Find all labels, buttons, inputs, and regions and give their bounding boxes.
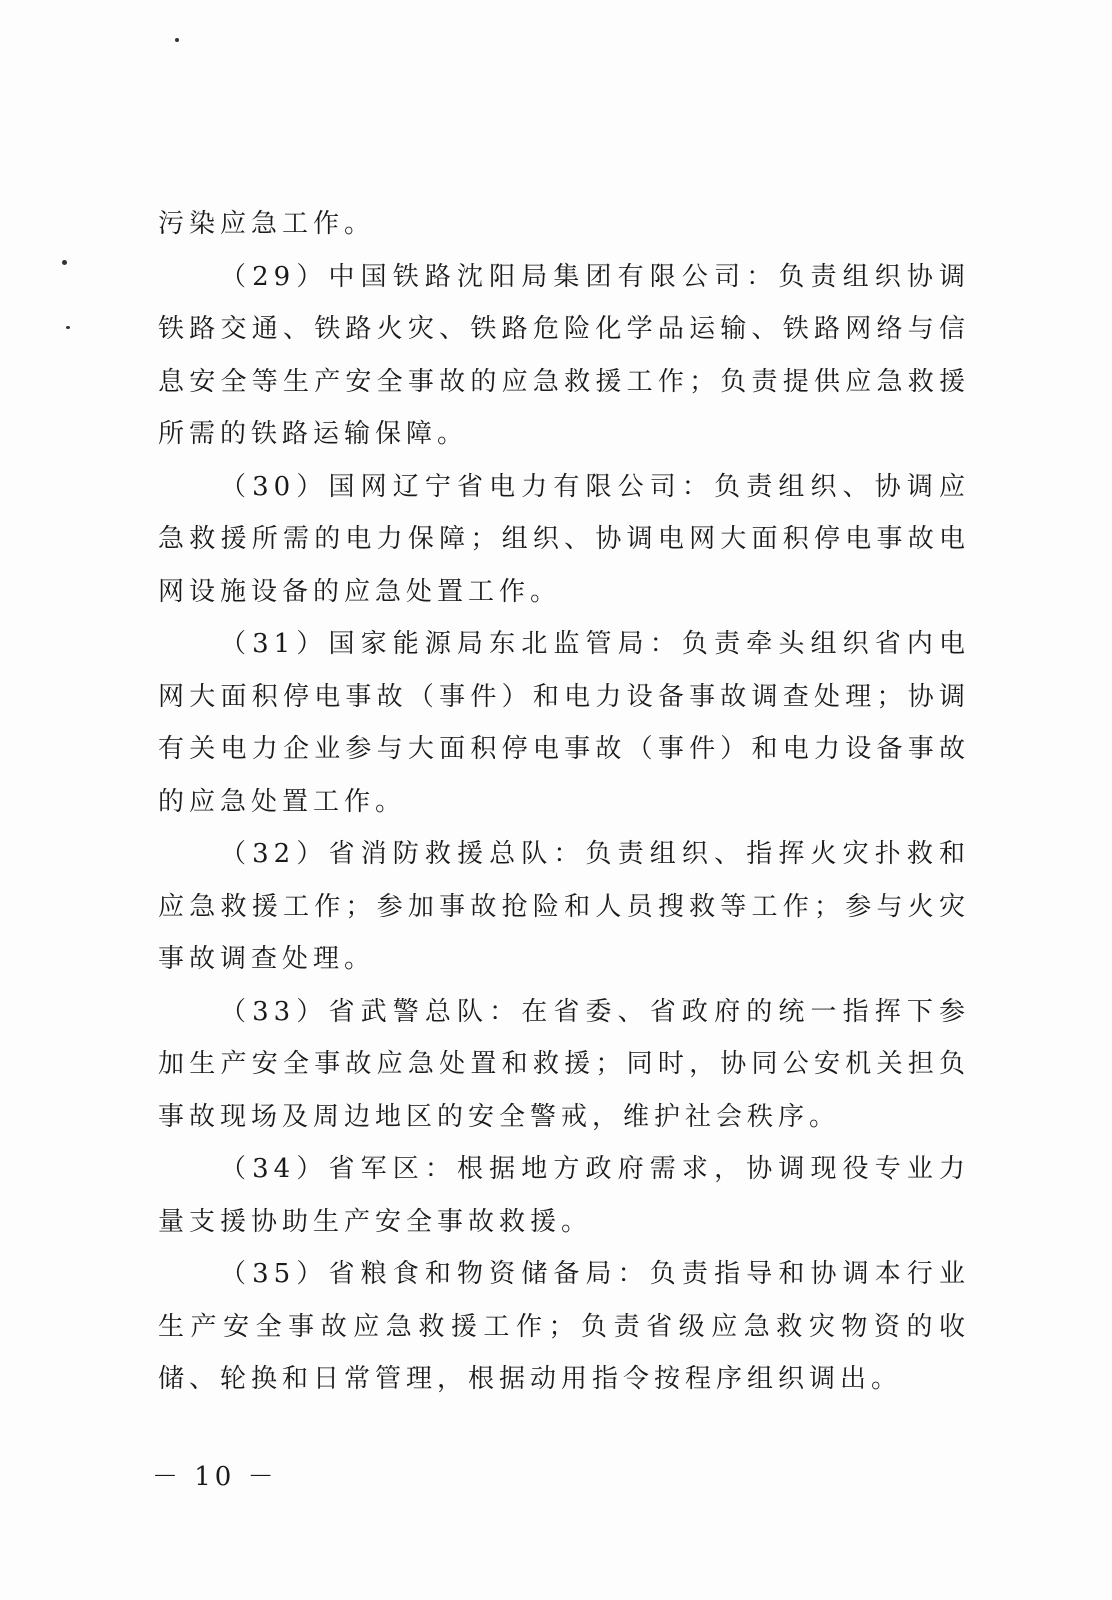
paragraph-item-32: （32）省消防救援总队：负责组织、指挥火灾扑救和应急救援工作；参加事故抢险和人员搜救等工作；参与火灾事故调查处理。 (158, 839, 970, 974)
paragraph-continuation: 污染应急工作。 (158, 209, 376, 239)
paragraph-item-31: （31）国家能源局东北监管局：负责牵头组织省内电网大面积停电事故（事件）和电力设备事故调查处理；协调有关电力企业参与大面积停电事故（事件）和电力设备事故的应急处置工作。 (158, 629, 970, 817)
scan-speck (175, 38, 179, 42)
paragraph-item-35: （35）省粮食和物资储备局：负责指导和协调本行业生产安全事故应急救援工作；负责省级应急救灾物资的收储、轮换和日常管理，根据动用指令按程序组织调出。 (158, 1259, 970, 1394)
scan-speck (66, 326, 70, 329)
paragraph-item-34: （34）省军区：根据地方政府需求，协调现役专业力量支援协助生产安全事故救援。 (158, 1154, 970, 1237)
paragraph-item-33: （33）省武警总队：在省委、省政府的统一指挥下参加生产安全事故应急处置和救援；同时，协同公安机关担负事故现场及周边地区的安全警戒，维护社会秩序。 (158, 996, 970, 1132)
paragraph-item-29: （29）中国铁路沈阳局集团有限公司：负责组织协调铁路交通、铁路火灾、铁路危险化学品运输、铁路网络与信息安全等生产安全事故的应急救援工作；负责提供应急救援所需的铁路运输保障。 (158, 261, 970, 449)
scan-speck (62, 260, 67, 265)
paragraph-item-30: （30）国网辽宁省电力有限公司：负责组织、协调应急救援所需的电力保障；组织、协调电网大面积停电事故电网设施设备的应急处置工作。 (158, 471, 970, 607)
page-number: － 10 － (152, 1462, 278, 1492)
body-text (158, 198, 970, 1406)
